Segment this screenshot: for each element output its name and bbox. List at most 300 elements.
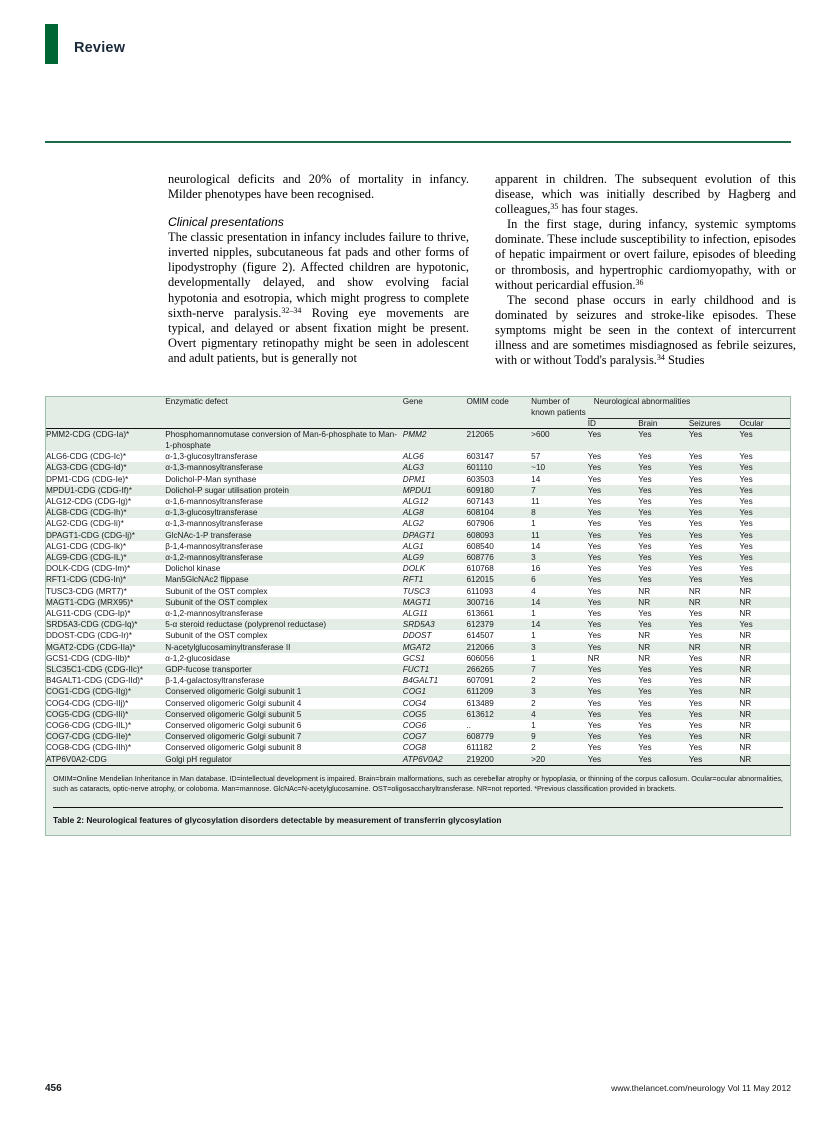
cell-neuro-seizures: NR xyxy=(688,597,701,607)
cell-number-patients: 2 xyxy=(531,742,588,753)
paragraph-first-stage xyxy=(495,217,796,292)
cell-enzymatic-defect: GDP-fucose transporter xyxy=(165,664,252,674)
cell-neuro-ocular: Yes xyxy=(739,563,790,574)
cell-neuro-seizures: NR xyxy=(689,586,740,597)
cell-neuro-ocular: Yes xyxy=(739,530,753,540)
cell-number-patients: 11 xyxy=(531,496,588,507)
cell-gene: COG5 xyxy=(402,709,427,719)
cell-enzymatic-defect: Subunit of the OST complex xyxy=(165,597,268,607)
cell-gene: RFT1 xyxy=(402,575,424,585)
cell-disorder: ALG2-CDG (CDG-Ii)* xyxy=(46,518,165,529)
cell-neuro-seizures: Yes xyxy=(689,496,740,507)
table-caption-wrap xyxy=(53,807,783,826)
cell-omim: 608540 xyxy=(466,541,531,552)
right-text-column xyxy=(495,172,796,368)
col-header-gene: Gene xyxy=(402,397,423,406)
cell-neuro-brain: NR xyxy=(638,630,689,641)
left-text-column xyxy=(168,172,469,368)
cell-neuro-ocular: Yes xyxy=(739,451,790,462)
table-row xyxy=(46,698,790,709)
page-title: Review xyxy=(74,40,126,56)
cell-neuro-id: Yes xyxy=(587,732,602,742)
cell-disorder: ALG8-CDG (CDG-Ih)* xyxy=(46,508,127,518)
cell-neuro-brain: Yes xyxy=(638,496,689,507)
cell-omim: 607906 xyxy=(466,518,531,529)
cell-neuro-seizures: Yes xyxy=(689,541,740,552)
cell-enzymatic-defect: Conserved oligomeric Golgi subunit 4 xyxy=(165,698,403,709)
cell-disorder: SRD5A3-CDG (CDG-Iq)* xyxy=(46,620,138,630)
cell-neuro-seizures: NR xyxy=(688,642,701,652)
cell-gene: ATP6V0A2 xyxy=(402,754,443,764)
cell-gene: COG7 xyxy=(402,732,427,742)
cell-omim: 603147 xyxy=(466,451,531,462)
neurological-features-table xyxy=(46,397,790,801)
table-row xyxy=(46,619,790,630)
col-header-disorder xyxy=(46,397,165,418)
cell-number-patients: >600 xyxy=(531,429,550,439)
cell-omim: 611182 xyxy=(466,742,531,753)
cell-omim: 613661 xyxy=(466,608,531,619)
cell-omim: 612015 xyxy=(466,575,494,585)
table-body xyxy=(46,428,790,765)
cell-enzymatic-defect: β-1,4-mannosyltransferase xyxy=(165,541,403,552)
table-row xyxy=(46,507,790,518)
cell-gene: ALG8 xyxy=(402,508,424,518)
cell-neuro-ocular: NR xyxy=(739,675,790,686)
cell-neuro-seizures: Yes xyxy=(688,754,703,764)
cell-number-patients: 8 xyxy=(531,508,536,518)
cell-enzymatic-defect: α-1,3-glucosyltransferase xyxy=(165,508,258,518)
cell-disorder: DPM1-CDG (CDG-Ie)* xyxy=(46,474,165,485)
table-row xyxy=(46,428,790,451)
cell-gene: ALG12 xyxy=(403,496,467,507)
cell-enzymatic-defect: Subunit of the OST complex xyxy=(165,586,403,597)
cell-gene: DPM1 xyxy=(403,474,467,485)
cell-neuro-ocular: Yes xyxy=(739,508,753,518)
cell-gene: ALG1 xyxy=(403,541,467,552)
cell-neuro-seizures: Yes xyxy=(688,732,703,742)
col-header-group-neurological-abnormalities: Neurological abnormalities xyxy=(593,397,691,406)
table-head xyxy=(46,397,790,428)
cell-enzymatic-defect: Conserved oligomeric Golgi subunit 5 xyxy=(165,709,302,719)
cell-neuro-brain: Yes xyxy=(638,463,652,473)
cell-neuro-seizures: Yes xyxy=(688,552,703,562)
cell-disorder: ALG3-CDG (CDG-Id)* xyxy=(46,463,127,473)
cell-omim: 610768 xyxy=(466,563,531,574)
cell-neuro-ocular: Yes xyxy=(739,552,753,562)
reference-marker: 36 xyxy=(635,277,644,287)
col-subheader-spacer-2 xyxy=(165,418,403,428)
cell-neuro-ocular: NR xyxy=(739,698,790,709)
cell-omim: 613489 xyxy=(466,698,531,709)
cell-neuro-ocular: NR xyxy=(739,709,752,719)
cell-disorder: ALG11-CDG (CDG-Ip)* xyxy=(46,608,165,619)
cell-neuro-brain: Yes xyxy=(638,541,689,552)
header-divider-rule xyxy=(45,141,791,143)
cell-gene: TUSC3 xyxy=(403,586,467,597)
cell-enzymatic-defect: α-1,2-mannosyltransferase xyxy=(165,608,403,619)
cell-neuro-id: Yes xyxy=(588,563,639,574)
table-row xyxy=(46,541,790,552)
cell-gene: ALG9 xyxy=(402,552,424,562)
cell-number-patients: 2 xyxy=(531,698,588,709)
cell-neuro-brain: Yes xyxy=(638,552,652,562)
cell-disorder: ALG6-CDG (CDG-Ic)* xyxy=(46,451,165,462)
table-row xyxy=(46,720,790,731)
paragraph-classic-presentation xyxy=(168,230,469,366)
cell-disorder: DPAGT1-CDG (CDG-Ij)* xyxy=(46,530,135,540)
cell-neuro-seizures: Yes xyxy=(688,664,703,674)
cell-disorder: PMM2-CDG (CDG-Ia)* xyxy=(46,429,130,439)
table-row xyxy=(46,642,790,653)
cell-number-patients: 6 xyxy=(531,575,536,585)
table-row xyxy=(46,462,790,473)
cell-neuro-ocular: Yes xyxy=(739,518,790,529)
cell-omim: 611093 xyxy=(466,586,531,597)
cell-neuro-id: Yes xyxy=(588,496,639,507)
cell-number-patients: 1 xyxy=(531,608,588,619)
cell-gene: MGAT2 xyxy=(402,642,431,652)
cell-neuro-brain: Yes xyxy=(638,664,652,674)
table-row xyxy=(46,686,790,697)
cell-neuro-id: Yes xyxy=(587,575,602,585)
cell-enzymatic-defect: Phosphomannomutase conversion of Man-6-phosphate to Man-1-phosphate xyxy=(165,429,397,450)
table-row xyxy=(46,653,790,664)
cell-neuro-ocular: NR xyxy=(739,687,752,697)
table-row xyxy=(46,451,790,462)
reference-marker: 32–34 xyxy=(281,305,302,315)
cell-neuro-id: NR xyxy=(588,653,639,664)
table-row xyxy=(46,754,790,766)
cell-omim: 613612 xyxy=(466,709,494,719)
cell-neuro-ocular: NR xyxy=(739,597,752,607)
cell-neuro-ocular: NR xyxy=(739,630,790,641)
cell-neuro-ocular: Yes xyxy=(739,463,753,473)
cell-omim: 609180 xyxy=(466,485,494,495)
col-subheader-seizures: Seizures xyxy=(689,418,740,428)
cell-neuro-brain: Yes xyxy=(638,451,689,462)
cell-number-patients: 16 xyxy=(531,563,588,574)
cell-disorder: COG7-CDG (CDG-IIe)* xyxy=(46,732,132,742)
cell-omim: 614507 xyxy=(466,630,531,641)
cell-neuro-brain: Yes xyxy=(638,608,689,619)
cell-enzymatic-defect: 5-α steroid reductase (polyprenol reductase) xyxy=(165,620,327,630)
cell-neuro-brain: NR xyxy=(638,597,651,607)
para-text-b: Roving eye movements are typical, and delayed or absent fixation might be present. Overt pigmentary retinopathy might be seen in adolescent and adult patients, but is generally not xyxy=(168,305,470,365)
cell-neuro-ocular: NR xyxy=(739,664,752,674)
cell-enzymatic-defect: α-1,2-glucosidase xyxy=(165,653,403,664)
cell-gene: DDOST xyxy=(403,630,467,641)
cell-neuro-id: Yes xyxy=(587,709,602,719)
cell-disorder: B4GALT1-CDG (CDG-IId)* xyxy=(46,675,165,686)
cell-neuro-ocular: NR xyxy=(739,742,790,753)
cell-gene: COG6 xyxy=(403,720,467,731)
cell-neuro-brain: Yes xyxy=(638,742,689,753)
cell-neuro-ocular: Yes xyxy=(739,496,790,507)
cell-gene: PMM2 xyxy=(402,429,427,439)
cell-disorder: RFT1-CDG (CDG-In)* xyxy=(46,575,127,585)
section-heading-clinical-presentations: Clinical presentations xyxy=(168,215,284,230)
cell-neuro-id: Yes xyxy=(588,586,639,597)
cell-enzymatic-defect: Conserved oligomeric Golgi subunit 1 xyxy=(165,687,302,697)
col-subheader-spacer-5 xyxy=(531,418,588,428)
cell-neuro-seizures: Yes xyxy=(688,429,703,439)
cell-omim: 601110 xyxy=(466,463,493,473)
cell-neuro-seizures: Yes xyxy=(689,608,740,619)
cell-neuro-seizures: Yes xyxy=(689,451,740,462)
cell-enzymatic-defect: Conserved oligomeric Golgi subunit 7 xyxy=(165,732,302,742)
table-row xyxy=(46,597,790,608)
cell-gene: ALG11 xyxy=(403,608,467,619)
cell-neuro-id: Yes xyxy=(587,485,602,495)
cell-neuro-brain: Yes xyxy=(638,720,689,731)
cell-neuro-id: Yes xyxy=(588,742,639,753)
cell-number-patients: 11 xyxy=(531,530,540,540)
table-row xyxy=(46,496,790,507)
cell-enzymatic-defect: Dolichol kinase xyxy=(165,563,403,574)
cell-disorder: ATP6V0A2-CDG xyxy=(46,754,107,764)
cell-disorder: COG6-CDG (CDG-IIL)* xyxy=(46,720,165,731)
table-header-row-primary xyxy=(46,397,790,418)
cell-neuro-ocular: NR xyxy=(739,642,752,652)
cell-omim: 219200 xyxy=(466,754,494,764)
cell-neuro-brain: NR xyxy=(638,653,689,664)
cell-omim: 212066 xyxy=(466,642,494,652)
cell-neuro-seizures: Yes xyxy=(688,485,703,495)
cell-omim: 608104 xyxy=(466,508,494,518)
para-text-a: The second phase occurs in early childhood and is dominated by seizures and stroke-like episodes. These symptoms might be seen in the context of intercurrent illness and are sometimes misdiagnosed as febrile seizures, with or without Todd's paralysis. xyxy=(495,292,796,368)
cell-disorder: TUSC3-CDG (MRT7)* xyxy=(46,586,165,597)
cell-disorder: MPDU1-CDG (CDG-If)* xyxy=(46,485,132,495)
table-row xyxy=(46,709,790,720)
paragraph-continuation: neurological deficits and 20% of mortality in infancy. Milder phenotypes have been recognised. xyxy=(168,172,469,202)
cell-neuro-id: Yes xyxy=(587,530,602,540)
cell-omim: 607143 xyxy=(466,496,531,507)
cell-neuro-id: Yes xyxy=(587,597,602,607)
cell-gene: ALG6 xyxy=(403,451,467,462)
cell-enzymatic-defect: Subunit of the OST complex xyxy=(165,630,403,641)
para-text-b: has four stages. xyxy=(558,202,639,217)
cell-number-patients: 14 xyxy=(531,620,541,630)
cell-neuro-brain: Yes xyxy=(638,474,689,485)
cell-neuro-brain: NR xyxy=(638,586,689,597)
table-row xyxy=(46,630,790,641)
cell-neuro-id: Yes xyxy=(587,620,602,630)
table-footnotes: OMIM=Online Mendelian Inheritance in Man database. ID=intellectual development is impaired. Brain=brain malformations, such as cerebellar atrophy or hypoplasia, or thinning of the corpus callosum. Ocular=ocular abnormalities, such as cataracts, optic-nerve atrophy, or coloboma. Man=mannose. GlcNAc=N-acetylglucosamine. OST=oligosaccharyltransferase. NR=not reported. *Previous classification provided in brackets. xyxy=(53,773,783,794)
cell-enzymatic-defect: Conserved oligomeric Golgi subunit 6 xyxy=(165,720,403,731)
cell-neuro-brain: Yes xyxy=(638,709,652,719)
cell-neuro-brain: Yes xyxy=(638,754,652,764)
cell-number-patients: 1 xyxy=(531,630,588,641)
table-row xyxy=(46,675,790,686)
cell-gene: ALG2 xyxy=(403,518,467,529)
table-row xyxy=(46,608,790,619)
page-footer xyxy=(45,1083,791,1094)
article-body xyxy=(168,172,796,368)
para-text-a: The classic presentation in infancy includes failure to thrive, inverted nipples, subcutaneous fat pads and other forms of lipodystrophy (figure 2). Affected children are hypotonic, developmentally delayed, and show evolving facial hypotonia and esotropia, which might progress to complete sixth-nerve paralysis. xyxy=(168,230,469,320)
reference-marker: 34 xyxy=(656,353,665,363)
cell-neuro-ocular: NR xyxy=(739,720,790,731)
col-subheader-spacer-3 xyxy=(403,418,467,428)
cell-neuro-seizures: Yes xyxy=(688,530,703,540)
cell-disorder: COG5-CDG (CDG-IIi)* xyxy=(46,709,129,719)
table-row xyxy=(46,731,790,742)
page-number: 456 xyxy=(45,1083,62,1094)
cell-neuro-seizures: Yes xyxy=(689,563,740,574)
cell-neuro-brain: Yes xyxy=(638,485,652,495)
col-subheader-spacer-1 xyxy=(46,418,165,428)
table-row xyxy=(46,563,790,574)
cell-omim: 606056 xyxy=(466,653,531,664)
cell-enzymatic-defect: Dolichol-P sugar utilisation protein xyxy=(165,485,289,495)
cell-neuro-id: Yes xyxy=(588,608,639,619)
cell-neuro-id: Yes xyxy=(587,508,602,518)
cell-neuro-brain: Yes xyxy=(638,508,652,518)
cell-neuro-seizures: Yes xyxy=(689,518,740,529)
cell-neuro-ocular: NR xyxy=(739,586,790,597)
cell-omim: 603503 xyxy=(466,474,531,485)
cell-number-patients: 4 xyxy=(531,709,536,719)
cell-neuro-seizures: Yes xyxy=(689,698,740,709)
cell-neuro-ocular: Yes xyxy=(739,575,753,585)
cell-gene: ALG3 xyxy=(402,463,424,473)
cell-neuro-id: Yes xyxy=(587,552,602,562)
table-header-row-secondary xyxy=(46,418,790,428)
header-accent-bar xyxy=(45,24,58,64)
cell-neuro-ocular: NR xyxy=(739,653,790,664)
cell-enzymatic-defect: Dolichol-P-Man synthase xyxy=(165,474,403,485)
cell-enzymatic-defect: GlcNAc-1-P transferase xyxy=(165,530,252,540)
cell-neuro-brain: Yes xyxy=(638,620,652,630)
cell-neuro-id: Yes xyxy=(587,642,602,652)
col-header-omim: OMIM code xyxy=(466,397,509,406)
cell-omim: 300716 xyxy=(466,597,494,607)
table-row xyxy=(46,552,790,563)
cell-disorder: COG4-CDG (CDG-IIj)* xyxy=(46,698,165,709)
para-text-a: apparent in children. The subsequent evolution of this disease, which was initially described by Hagberg and colleagues, xyxy=(495,172,796,217)
cell-neuro-ocular: Yes xyxy=(739,485,753,495)
col-subheader-brain: Brain xyxy=(638,418,689,428)
cell-neuro-brain: NR xyxy=(638,642,651,652)
cell-gene: MPDU1 xyxy=(402,485,432,495)
cell-omim: 608776 xyxy=(466,552,494,562)
cell-enzymatic-defect: α-1,3-mannosyltransferase xyxy=(165,463,263,473)
table-row xyxy=(46,530,790,541)
cell-neuro-id: Yes xyxy=(588,675,639,686)
cell-neuro-id: Yes xyxy=(587,754,602,764)
cell-number-patients: 3 xyxy=(531,552,536,562)
cell-gene: DPAGT1 xyxy=(402,530,435,540)
cell-number-patients: 7 xyxy=(531,664,536,674)
table-row xyxy=(46,664,790,675)
cell-neuro-seizures: Yes xyxy=(688,687,703,697)
cell-neuro-brain: Yes xyxy=(638,530,652,540)
table-row xyxy=(46,586,790,597)
table-row xyxy=(46,574,790,585)
page-header xyxy=(0,0,835,100)
table-row xyxy=(46,474,790,485)
cell-omim: 266265 xyxy=(466,664,494,674)
cell-neuro-ocular: Yes xyxy=(739,620,753,630)
cell-neuro-brain: Yes xyxy=(638,429,652,439)
cell-omim: .. xyxy=(466,720,531,731)
cell-enzymatic-defect: N-acetylglucosaminyltransferase II xyxy=(165,642,291,652)
cell-disorder: DDOST-CDG (CDG-Ir)* xyxy=(46,630,165,641)
cell-number-patients: ~10 xyxy=(531,463,546,473)
journal-source-line: www.thelancet.com/neurology Vol 11 May 2012 xyxy=(611,1083,791,1093)
table-row xyxy=(46,518,790,529)
cell-omim: 611209 xyxy=(466,687,494,697)
cell-number-patients: 1 xyxy=(531,653,588,664)
cell-neuro-brain: Yes xyxy=(638,563,689,574)
cell-neuro-seizures: Yes xyxy=(689,720,740,731)
cell-disorder: ALG1-CDG (CDG-Ik)* xyxy=(46,541,165,552)
cell-disorder: GCS1-CDG (CDG-IIb)* xyxy=(46,653,165,664)
cell-disorder: ALG9-CDG (CDG-IL)* xyxy=(46,552,127,562)
cell-neuro-seizures: Yes xyxy=(688,709,703,719)
cell-gene: DOLK xyxy=(403,563,467,574)
reference-marker: 35 xyxy=(550,202,559,212)
col-subheader-id: ID xyxy=(588,418,639,428)
cell-neuro-id: Yes xyxy=(588,451,639,462)
cell-gene: COG1 xyxy=(402,687,427,697)
cell-neuro-brain: Yes xyxy=(638,575,652,585)
cell-neuro-seizures: Yes xyxy=(688,463,703,473)
cell-number-patients: 57 xyxy=(531,451,588,462)
cell-gene: SRD5A3 xyxy=(402,620,435,630)
cell-neuro-seizures: Yes xyxy=(689,474,740,485)
cell-neuro-id: Yes xyxy=(588,474,639,485)
cell-neuro-seizures: Yes xyxy=(689,742,740,753)
cell-number-patients: 3 xyxy=(531,642,536,652)
table-row xyxy=(46,485,790,496)
para-text-a: In the first stage, during infancy, systemic symptoms dominate. These include susceptibility to infection, episodes of hepatic impairment or overt failure, episodes of bleeding or thrombosis, and hypertrophic cardiomyopathy, with or without pericardial effusion. xyxy=(495,217,796,292)
cell-enzymatic-defect: Man5GlcNAc2 flippase xyxy=(165,575,249,585)
cell-number-patients: 1 xyxy=(531,720,588,731)
cell-number-patients: 1 xyxy=(531,518,588,529)
cell-disorder: COG1-CDG (CDG-IIg)* xyxy=(46,687,132,697)
paragraph-second-phase xyxy=(495,293,796,368)
cell-number-patients: >20 xyxy=(531,754,546,764)
cell-number-patients: 9 xyxy=(531,732,536,742)
cell-neuro-id: Yes xyxy=(588,541,639,552)
col-subheader-spacer-4 xyxy=(466,418,531,428)
table-caption: Table 2: Neurological features of glycosylation disorders detectable by measurement of transferrin glycosylation xyxy=(53,814,502,825)
cell-number-patients: 14 xyxy=(531,597,541,607)
cell-disorder: MGAT2-CDG (CDG-IIa)* xyxy=(46,642,136,652)
cell-neuro-id: Yes xyxy=(587,664,602,674)
cell-enzymatic-defect: Golgi pH regulator xyxy=(165,754,232,764)
cell-neuro-ocular: Yes xyxy=(739,474,790,485)
table-row xyxy=(46,742,790,753)
paragraph-disease-evolution xyxy=(495,172,796,217)
cell-number-patients: 4 xyxy=(531,586,588,597)
cell-enzymatic-defect: α-1,3-mannosyltransferase xyxy=(165,518,403,529)
cell-disorder: DOLK-CDG (CDG-Im)* xyxy=(46,563,165,574)
cell-disorder: MAGT1-CDG (MRX95)* xyxy=(46,597,134,607)
cell-omim: 612379 xyxy=(466,620,494,630)
cell-enzymatic-defect: Conserved oligomeric Golgi subunit 8 xyxy=(165,742,403,753)
cell-neuro-seizures: Yes xyxy=(688,620,703,630)
table-2-block xyxy=(45,396,791,836)
cell-gene: B4GALT1 xyxy=(403,675,467,686)
col-header-number-known-patients: Number of known patients xyxy=(531,397,586,417)
cell-gene: COG4 xyxy=(403,698,467,709)
cell-omim: 212065 xyxy=(466,429,494,439)
cell-enzymatic-defect: β-1,4-galactosyltransferase xyxy=(165,675,403,686)
cell-neuro-brain: Yes xyxy=(638,687,652,697)
cell-neuro-brain: Yes xyxy=(638,675,689,686)
